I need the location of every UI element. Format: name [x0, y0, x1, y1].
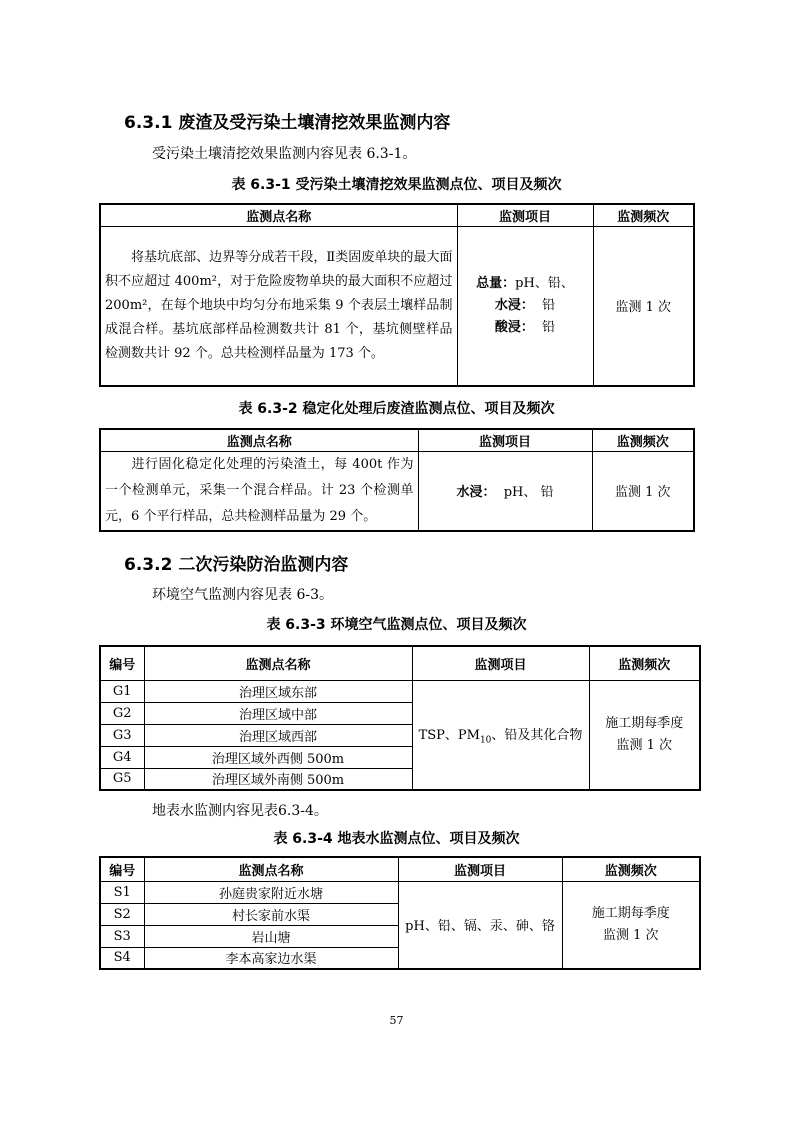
- table-header-cell: 监测项目: [398, 857, 562, 881]
- point-id: G3: [100, 724, 144, 746]
- table-header-cell: 编号: [100, 857, 144, 881]
- table-row: [100, 680, 700, 702]
- table-6-3-1: [99, 203, 695, 387]
- table-header-cell: 监测点名称: [144, 646, 412, 680]
- table-header-cell: 监测点名称: [100, 429, 418, 451]
- table-header-cell: 监测点名称: [100, 204, 457, 226]
- table-header-cell: 监测点名称: [144, 857, 398, 881]
- table-header-cell: 监测项目: [418, 429, 592, 451]
- table-6-3-2: [99, 428, 695, 532]
- monitoring-items-cell: pH、铅、镉、汞、砷、铬: [398, 881, 562, 969]
- monitoring-frequency-cell: 监测 1 次: [593, 226, 694, 386]
- table-6-3-3-caption: 表 6.3-3 环境空气监测点位、项目及频次: [266, 617, 527, 633]
- monitoring-point-description: 将基坑底部、边界等分成若干段，Ⅱ类固废单块的最大面积不应超过 400m²，对于危险废物单块的最大面积不应超过 200m²，在每个地块中均匀分布地采集 9 个表层土壤样品制成混合样。基坑底部样品检测数共计 81 个，基坑侧壁样品检测数共计 92 个。总共检测样品量为 173 个。: [100, 226, 457, 386]
- section-heading-6-3-1: 6.3.1 废渣及受污染土壤清挖效果监测内容: [124, 113, 451, 133]
- monitoring-items-cell: TSP、$PM_{10}$、铅及其化合物: [412, 680, 589, 790]
- monitoring-point-description: 进行固化稳定化处理的污染渣土，每 400t 作为一个检测单元，采集一个混合样品。计 23 个检测单元，6 个平行样品，总共检测样品量为 29 个。: [100, 451, 418, 531]
- point-name: 治理区域外西侧 500m: [144, 746, 412, 768]
- page-number: 57: [389, 1014, 404, 1027]
- point-id: G5: [100, 768, 144, 790]
- point-name: 治理区域中部: [144, 702, 412, 724]
- table-header-cell: 编号: [100, 646, 144, 680]
- monitoring-items-cell: 水浸： pH、 铅: [418, 451, 592, 531]
- point-id: G2: [100, 702, 144, 724]
- monitoring-frequency-cell: 施工期每季度 监测 1 次: [589, 680, 700, 790]
- point-name: 李本高家边水渠: [144, 947, 398, 969]
- table-6-3-4-caption: 表 6.3-4 地表水监测点位、项目及频次: [273, 831, 520, 847]
- table-header-cell: 监测项目: [457, 204, 593, 226]
- table-6-3-1-caption: 表 6.3-1 受污染土壤清挖效果监测点位、项目及频次: [231, 177, 562, 193]
- point-name: 孙庭贵家附近水塘: [144, 881, 398, 903]
- point-name: 治理区域东部: [144, 680, 412, 702]
- point-id: S1: [100, 881, 144, 903]
- point-name: 村长家前水渠: [144, 903, 398, 925]
- section-intro-6-3-2: 环境空气监测内容见表 6-3。: [152, 587, 333, 603]
- section-intro-6-3-1: 受污染土壤清挖效果监测内容见表 6.3-1。: [152, 146, 417, 162]
- water-intro: 地表水监测内容见表6.3-4。: [152, 803, 328, 819]
- table-header-cell: 监测频次: [593, 204, 694, 226]
- monitoring-frequency-cell: 施工期每季度 监测 1 次: [562, 881, 700, 969]
- point-id: S3: [100, 925, 144, 947]
- point-id: S4: [100, 947, 144, 969]
- point-id: G1: [100, 680, 144, 702]
- point-name: 治理区域西部: [144, 724, 412, 746]
- section-heading-6-3-2: 6.3.2 二次污染防治监测内容: [124, 555, 349, 575]
- table-6-3-3: [99, 645, 701, 791]
- table-header-cell: 监测频次: [589, 646, 700, 680]
- table-header-cell: 监测项目: [412, 646, 589, 680]
- monitoring-frequency-cell: 监测 1 次: [592, 451, 694, 531]
- table-header-cell: 监测频次: [592, 429, 694, 451]
- table-6-3-4: [99, 856, 701, 970]
- table-row: [100, 881, 700, 903]
- monitoring-items-cell: 总量：pH、铅、 水浸： 铅 酸浸： 铅: [457, 226, 593, 386]
- point-id: G4: [100, 746, 144, 768]
- point-id: S2: [100, 903, 144, 925]
- point-name: 岩山塘: [144, 925, 398, 947]
- table-header-cell: 监测频次: [562, 857, 700, 881]
- point-name: 治理区域外南侧 500m: [144, 768, 412, 790]
- table-6-3-2-caption: 表 6.3-2 稳定化处理后废渣监测点位、项目及频次: [238, 401, 555, 417]
